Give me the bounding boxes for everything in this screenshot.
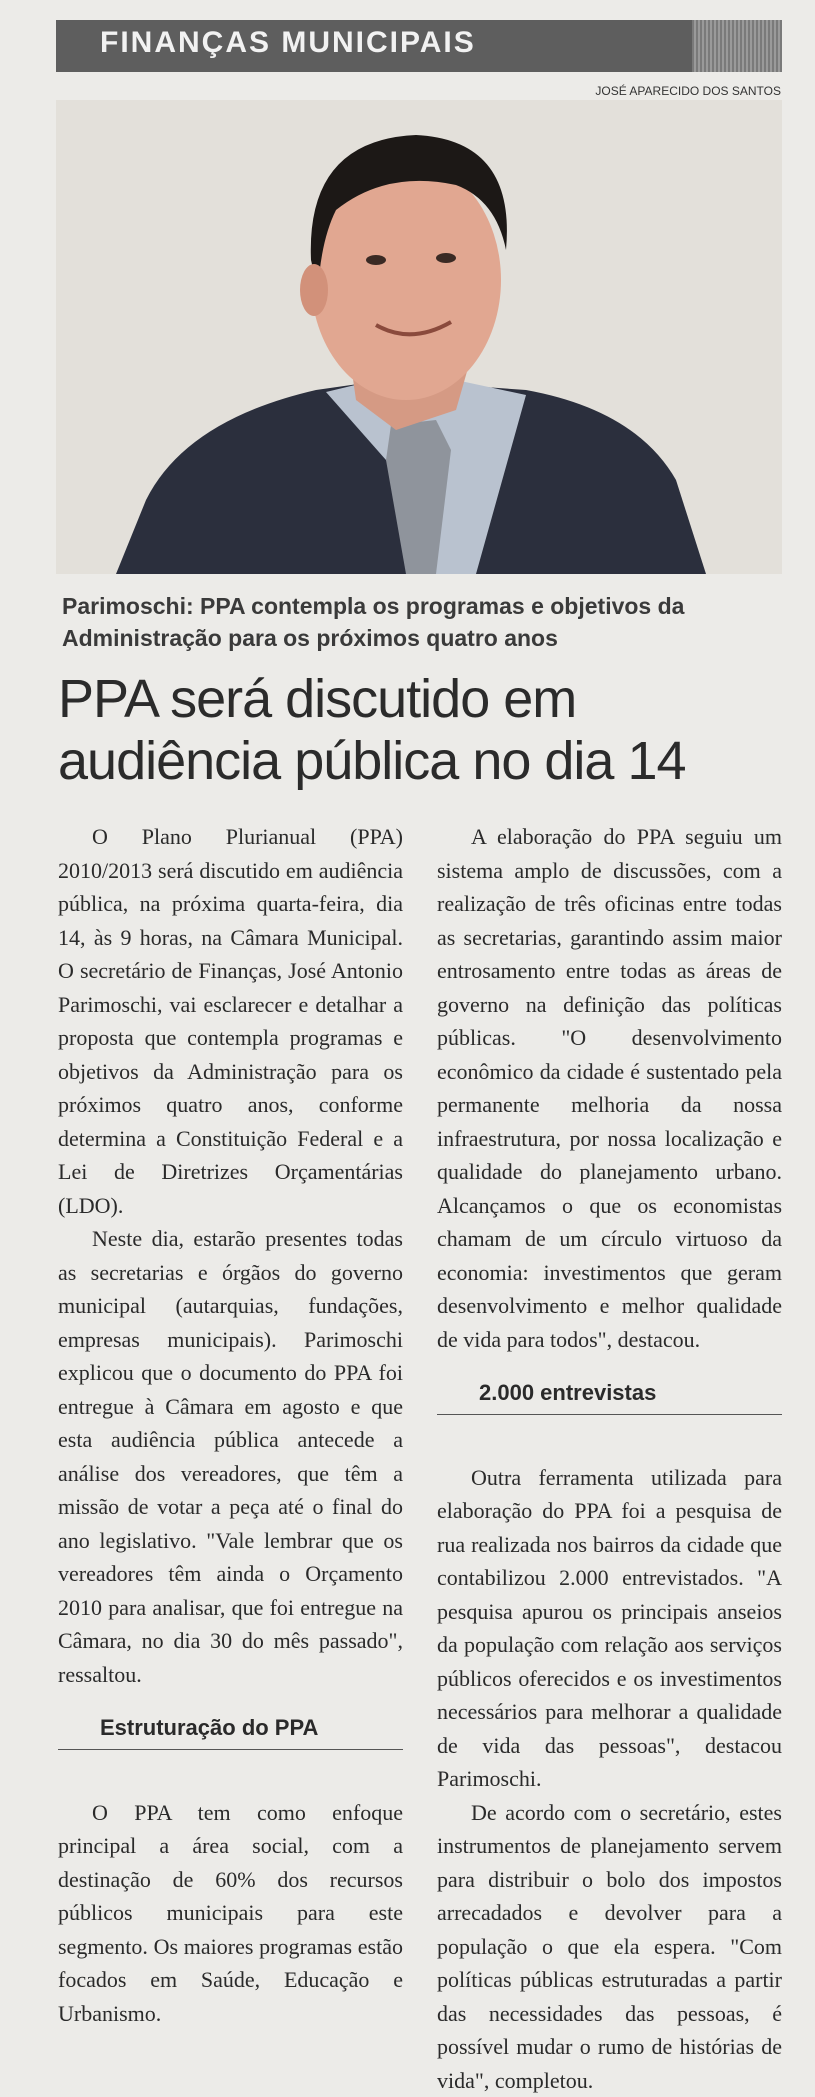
header-stripe [692, 20, 782, 72]
section-title: FINANÇAS MUNICIPAIS [100, 26, 476, 60]
paragraph: A elaboração do PPA seguiu um sistema amplo de discussões, com a realização de três oficinas entre todas as secretarias, garantindo assim maior entrosamento entre todas as áreas de governo na definição das políticas públicas. "O desenvolvimento econômico da cidade é sustentado pela permanente melhoria da nossa infraestrutura, por nossa localização e qualidade do planejamento urbano. Alcançamos o que os economistas chamam de um círculo virtuoso da economia: investimentos que geram desenvolvimento e melhor qualidade de vida para todos", destacou. [437, 820, 782, 1356]
paragraph: O PPA tem como enfoque principal a área social, com a destinação de 60% dos recursos públicos municipais para este segmento. Os maiores programas estão focados em Saúde, Educação e Urbanismo. [58, 1796, 403, 2031]
paragraph: De acordo com o secretário, estes instrumentos de planejamento servem para distribuir o bolo dos impostos arrecadados e devolver para a população o que ela espera. "Com políticas públicas estruturadas a partir das necessidades das pessoas, é possível mudar o rumo de histórias de vida", completou. [437, 1796, 782, 2097]
paragraph: Outra ferramenta utilizada para elaboração do PPA foi a pesquisa de rua realizada nos bairros da cidade que contabilizou 2.000 entrevistados. "A pesquisa apurou os principais anseios da população com relação aos serviços públicos oferecidos e os investimentos necessários para melhorar a qualidade de vida das pessoas", destacou Parimoschi. [437, 1461, 782, 1796]
photo-credit: JOSÉ APARECIDO DOS SANTOS [595, 84, 781, 98]
article-column-right [437, 820, 782, 2097]
paragraph: Neste dia, estarão presentes todas as secretarias e órgãos do governo municipal (autarquias, fundações, empresas municipais). Parimoschi explicou que o documento do PPA foi entregue à Câmara em agosto e que esta audiência pública antecede a análise dos vereadores, que têm a missão de votar a peça até o final do ano legislativo. "Vale lembrar que os vereadores têm ainda o Orçamento 2010 para analisar, que foi entregue na Câmara, no dia 30 do mês passado", ressaltou. [58, 1222, 403, 1691]
subheading: Estruturação do PPA [58, 1711, 403, 1750]
headline: PPA será discutido em audiência pública no dia 14 [58, 668, 778, 792]
paragraph: O Plano Plurianual (PPA) 2010/2013 será discutido em audiência pública, na próxima quarta-feira, dia 14, às 9 horas, na Câmara Municipal. O secretário de Finanças, José Antonio Parimoschi, vai esclarecer e detalhar a proposta que contempla programas e objetivos da Administração para os próximos quatro anos, conforme determina a Constituição Federal e a Lei de Diretrizes Orçamentárias (LDO). [58, 820, 403, 1222]
section-header [56, 20, 782, 72]
article-column-left [58, 820, 403, 2030]
subheading: 2.000 entrevistas [437, 1376, 782, 1415]
portrait-photo [56, 100, 782, 574]
photo-caption: Parimoschi: PPA contempla os programas e objetivos da Administração para os próximos quatro anos [62, 590, 762, 654]
